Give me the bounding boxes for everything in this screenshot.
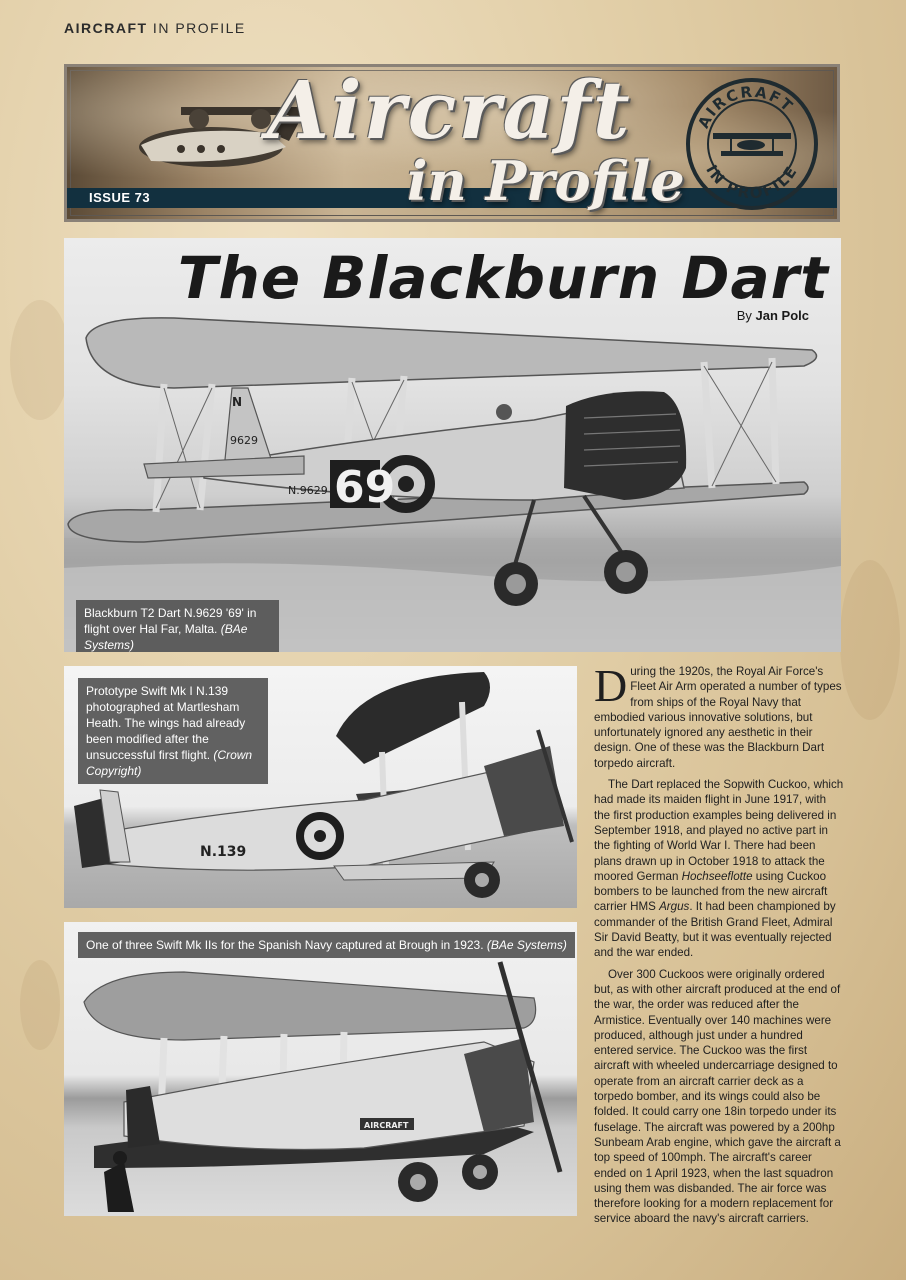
- hero-caption-text: Blackburn T2 Dart N.9629 '69' in flight over Hal Far, Malta.: [84, 606, 257, 636]
- photo2-caption-credit: (Crown Copyright): [86, 748, 253, 778]
- paragraph-2: [594, 777, 844, 961]
- paragraph-2-text-c: . It had been championed by commander of the British Grand Fleet, Admiral Sir David Beatty, but it was eventually rejected and the war ended.: [594, 900, 836, 960]
- photo-swift-mk2: [64, 922, 577, 1216]
- photo2-caption: [78, 678, 268, 784]
- swift-serial-marking: N.139: [200, 844, 247, 860]
- masthead-title-line2: in Profile: [407, 149, 685, 213]
- drop-cap: D: [594, 660, 628, 711]
- masthead-title-line1: Aircraft: [267, 64, 632, 157]
- tail-serial: 9629: [230, 434, 258, 447]
- masthead-banner: [64, 64, 840, 222]
- article-body: [594, 660, 844, 1233]
- section-name-bold: AIRCRAFT: [64, 20, 148, 36]
- pilot-head: [496, 404, 512, 420]
- photo3-caption-credit: (BAe Systems): [486, 938, 567, 952]
- stamp-text-top: AIRCRAFT: [694, 82, 798, 132]
- author-name: Jan Polc: [755, 308, 809, 323]
- hero-photo-blackburn-dart: [64, 238, 841, 652]
- byline-prefix: By: [736, 308, 756, 323]
- section-name-rest: IN PROFILE: [147, 20, 246, 36]
- paragraph-2-italic-1: Hochseeflotte: [681, 869, 753, 883]
- issue-number: ISSUE 73: [89, 190, 151, 205]
- hero-caption: [76, 600, 279, 652]
- stamp-text-bottom: IN PROFILE: [702, 161, 802, 203]
- swift-mk2-illustration: [64, 922, 577, 1216]
- paper-stain: [10, 300, 70, 420]
- photo2-caption-text: Prototype Swift Mk I N.139 photographed at Martlesham Heath. The wings had already been modified after the unsuccessful first flight.: [86, 684, 246, 762]
- standing-person: [104, 1162, 134, 1212]
- hero-caption-credit: (BAe Systems): [84, 622, 248, 652]
- svg-text:AIRCRAFT: [694, 83, 797, 131]
- aircraft-stamp-seal: [683, 75, 821, 213]
- running-header: [64, 20, 246, 36]
- photo3-caption: [78, 932, 575, 958]
- paragraph-3: Over 300 Cuckoos were originally ordered but, as with other aircraft produced at the end of the war, the order was reduced after the Armistice. Eventually over 140 machines were produced, although just under a hundred entered service. The Cuckoo was the first aircraft with wheeled undercarriage designed to operate from an aircraft carrier deck as a torpedo bomber, and its wings could also be folded. It could carry one 18in torpedo under its fuselage. The aircraft was powered by a 200hp Sunbeam Arab engine, which gave the aircraft a top speed of 100mph. The aircraft's career ended on 1 April 1923, when the last squadron using them was disbanded. The air force was therefore looking for a modern replacement for service aboard the navy's aircraft carriers.: [594, 967, 841, 1226]
- paragraph-1-text: uring the 1920s, the Royal Air Force's Fleet Air Arm operated a number of types from ships of the Royal Navy that embodied various innovative solutions, but unfortunately ignored any aesthetic in their design. One of these was the Blackburn Dart torpedo aircraft.: [594, 665, 842, 770]
- fuselage-number: 69: [334, 462, 396, 513]
- article-byline: [737, 308, 809, 323]
- fuselage-serial: N.9629: [288, 484, 328, 497]
- paper-stain: [840, 560, 900, 720]
- paragraph-2-text-b: using Cuckoo bombers to be launched from the new aircraft carrier HMS: [594, 869, 828, 914]
- photo-swift-mk1: [64, 666, 577, 908]
- tail-letter: N: [232, 395, 243, 409]
- paper-stain: [20, 960, 60, 1050]
- paragraph-1: [594, 660, 844, 771]
- photo3-caption-text: One of three Swift Mk IIs for the Spanish Navy captured at Brough in 1923.: [86, 938, 484, 952]
- article-title: The Blackburn Dart: [177, 244, 829, 312]
- swift-mk2-marking: AIRCRAFT: [364, 1121, 409, 1130]
- paragraph-2-text-a: The Dart replaced the Sopwith Cuckoo, which had made its maiden flight in June 1917, with the first production examples being delivered in September 1918, and played no active part in the fighting of World War I. There had been plans drawn up in October 1918 to attack the moored German: [594, 778, 844, 883]
- paragraph-2-italic-2: Argus: [659, 900, 690, 914]
